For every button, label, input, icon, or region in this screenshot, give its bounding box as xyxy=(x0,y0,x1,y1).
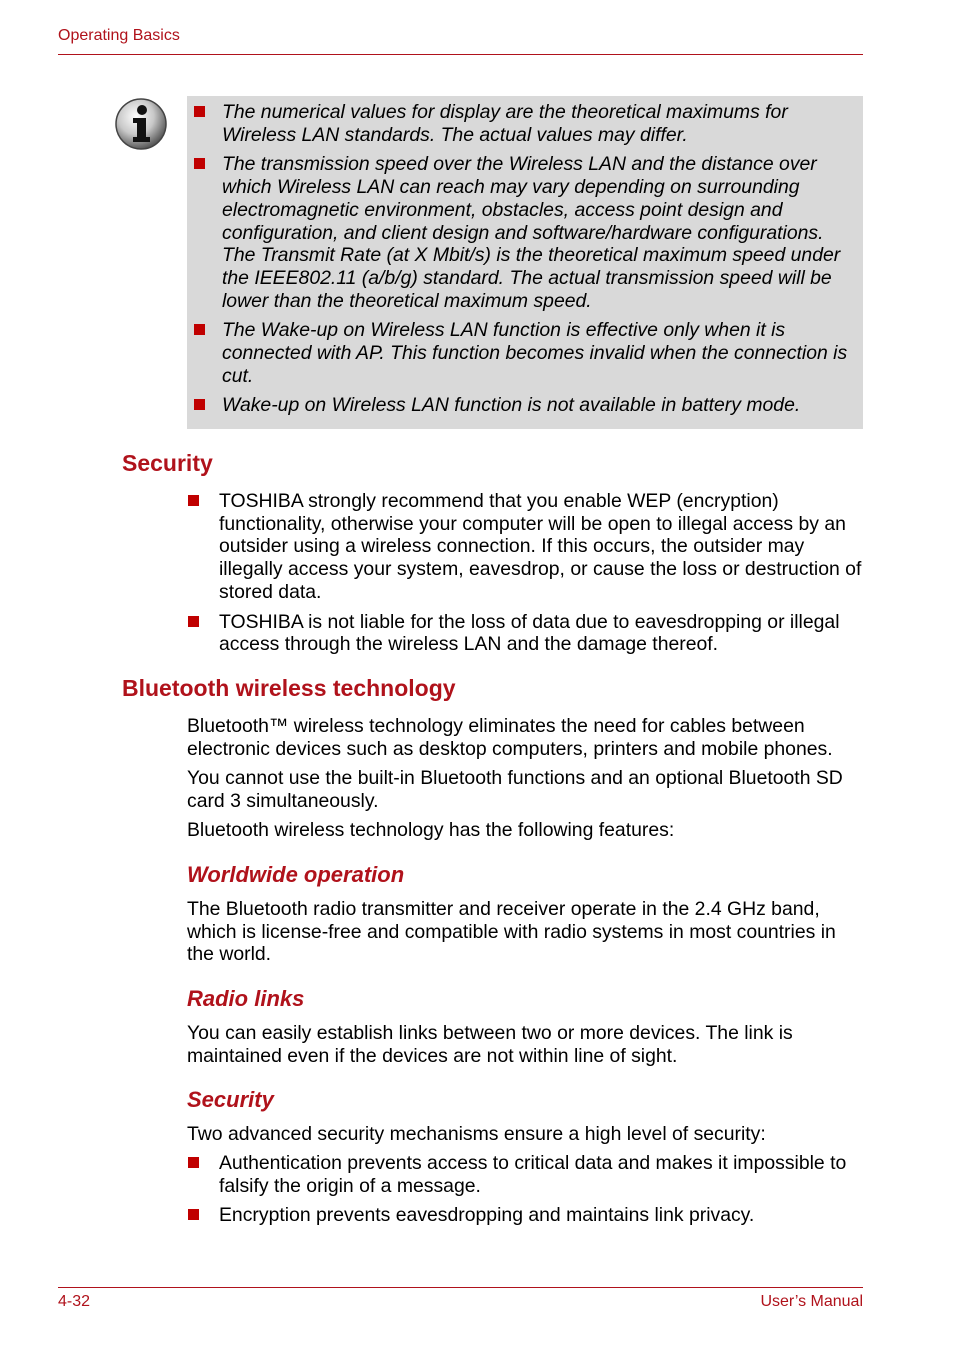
square-bullet-icon xyxy=(188,1157,199,1168)
section-heading-bluetooth: Bluetooth wireless technology xyxy=(122,675,456,701)
subheading-worldwide-operation: Worldwide operation xyxy=(187,862,405,887)
list-item: Encryption prevents eavesdropping and maintains link privacy. xyxy=(187,1204,863,1227)
paragraph: Two advanced security mechanisms ensure a high level of security: xyxy=(187,1123,766,1145)
section-heading-security: Security xyxy=(122,450,213,476)
list-item: TOSHIBA is not liable for the loss of data due to eavesdropping or illegal access through the wireless LAN and the damage thereof. xyxy=(187,611,863,656)
note-box xyxy=(187,96,863,429)
security-list xyxy=(187,490,863,663)
paragraph: Bluetooth wireless technology has the following features: xyxy=(187,819,675,841)
header-rule xyxy=(58,54,863,55)
note-item: Wake-up on Wireless LAN function is not available in battery mode. xyxy=(187,394,857,417)
paragraph: You can easily establish links between two or more devices. The link is maintained even if the devices are not within line of sight. xyxy=(187,1022,793,1067)
note-item: The numerical values for display are the theoretical maximums for Wireless LAN standards. The actual values may differ. xyxy=(187,101,857,146)
square-bullet-icon xyxy=(194,324,205,335)
note-item: The transmission speed over the Wireless LAN and the distance over which Wireless LAN can reach may vary depending on surrounding electromagnetic environment, obstacles, access point design and configuration, and client design and software/hardware configurations. The Transmit Rate (at X Mbit/s) is the theoretical maximum speed under the IEEE802.11 (a/b/g) standard. The actual transmission speed will be lower than the theoretical maximum speed. xyxy=(187,153,857,312)
running-header: Operating Basics xyxy=(58,27,180,44)
manual-title: User’s Manual xyxy=(760,1293,863,1310)
paragraph: The Bluetooth radio transmitter and receiver operate in the 2.4 GHz band, which is license-free and compatible with radio systems in most countries in the world. xyxy=(187,898,836,966)
subheading-radio-links: Radio links xyxy=(187,986,305,1011)
square-bullet-icon xyxy=(194,106,205,117)
paragraph: Bluetooth™ wireless technology eliminates the need for cables between electronic devices such as desktop computers, printers and mobile phones. xyxy=(187,715,833,760)
list-item: Authentication prevents access to critical data and makes it impossible to falsify the origin of a message. xyxy=(187,1152,863,1197)
subheading-security: Security xyxy=(187,1087,274,1112)
bluetooth-security-list xyxy=(187,1152,863,1234)
page-number: 4-32 xyxy=(58,1293,91,1310)
list-item: TOSHIBA strongly recommend that you enable WEP (encryption) functionality, otherwise your computer will be open to illegal access by an outsider using a wireless connection. If this occurs, the outsider may illegally access your system, eavesdrop, or cause the loss or destruction of stored data. xyxy=(187,490,863,604)
square-bullet-icon xyxy=(188,495,199,506)
paragraph: You cannot use the built-in Bluetooth functions and an optional Bluetooth SD card 3 simultaneously. xyxy=(187,767,843,812)
footer-rule xyxy=(58,1287,863,1288)
square-bullet-icon xyxy=(188,1209,199,1220)
square-bullet-icon xyxy=(194,158,205,169)
info-icon xyxy=(114,97,168,151)
note-item: The Wake-up on Wireless LAN function is effective only when it is connected with AP. This function becomes invalid when the connection is cut. xyxy=(187,319,857,387)
square-bullet-icon xyxy=(188,616,199,627)
square-bullet-icon xyxy=(194,399,205,410)
